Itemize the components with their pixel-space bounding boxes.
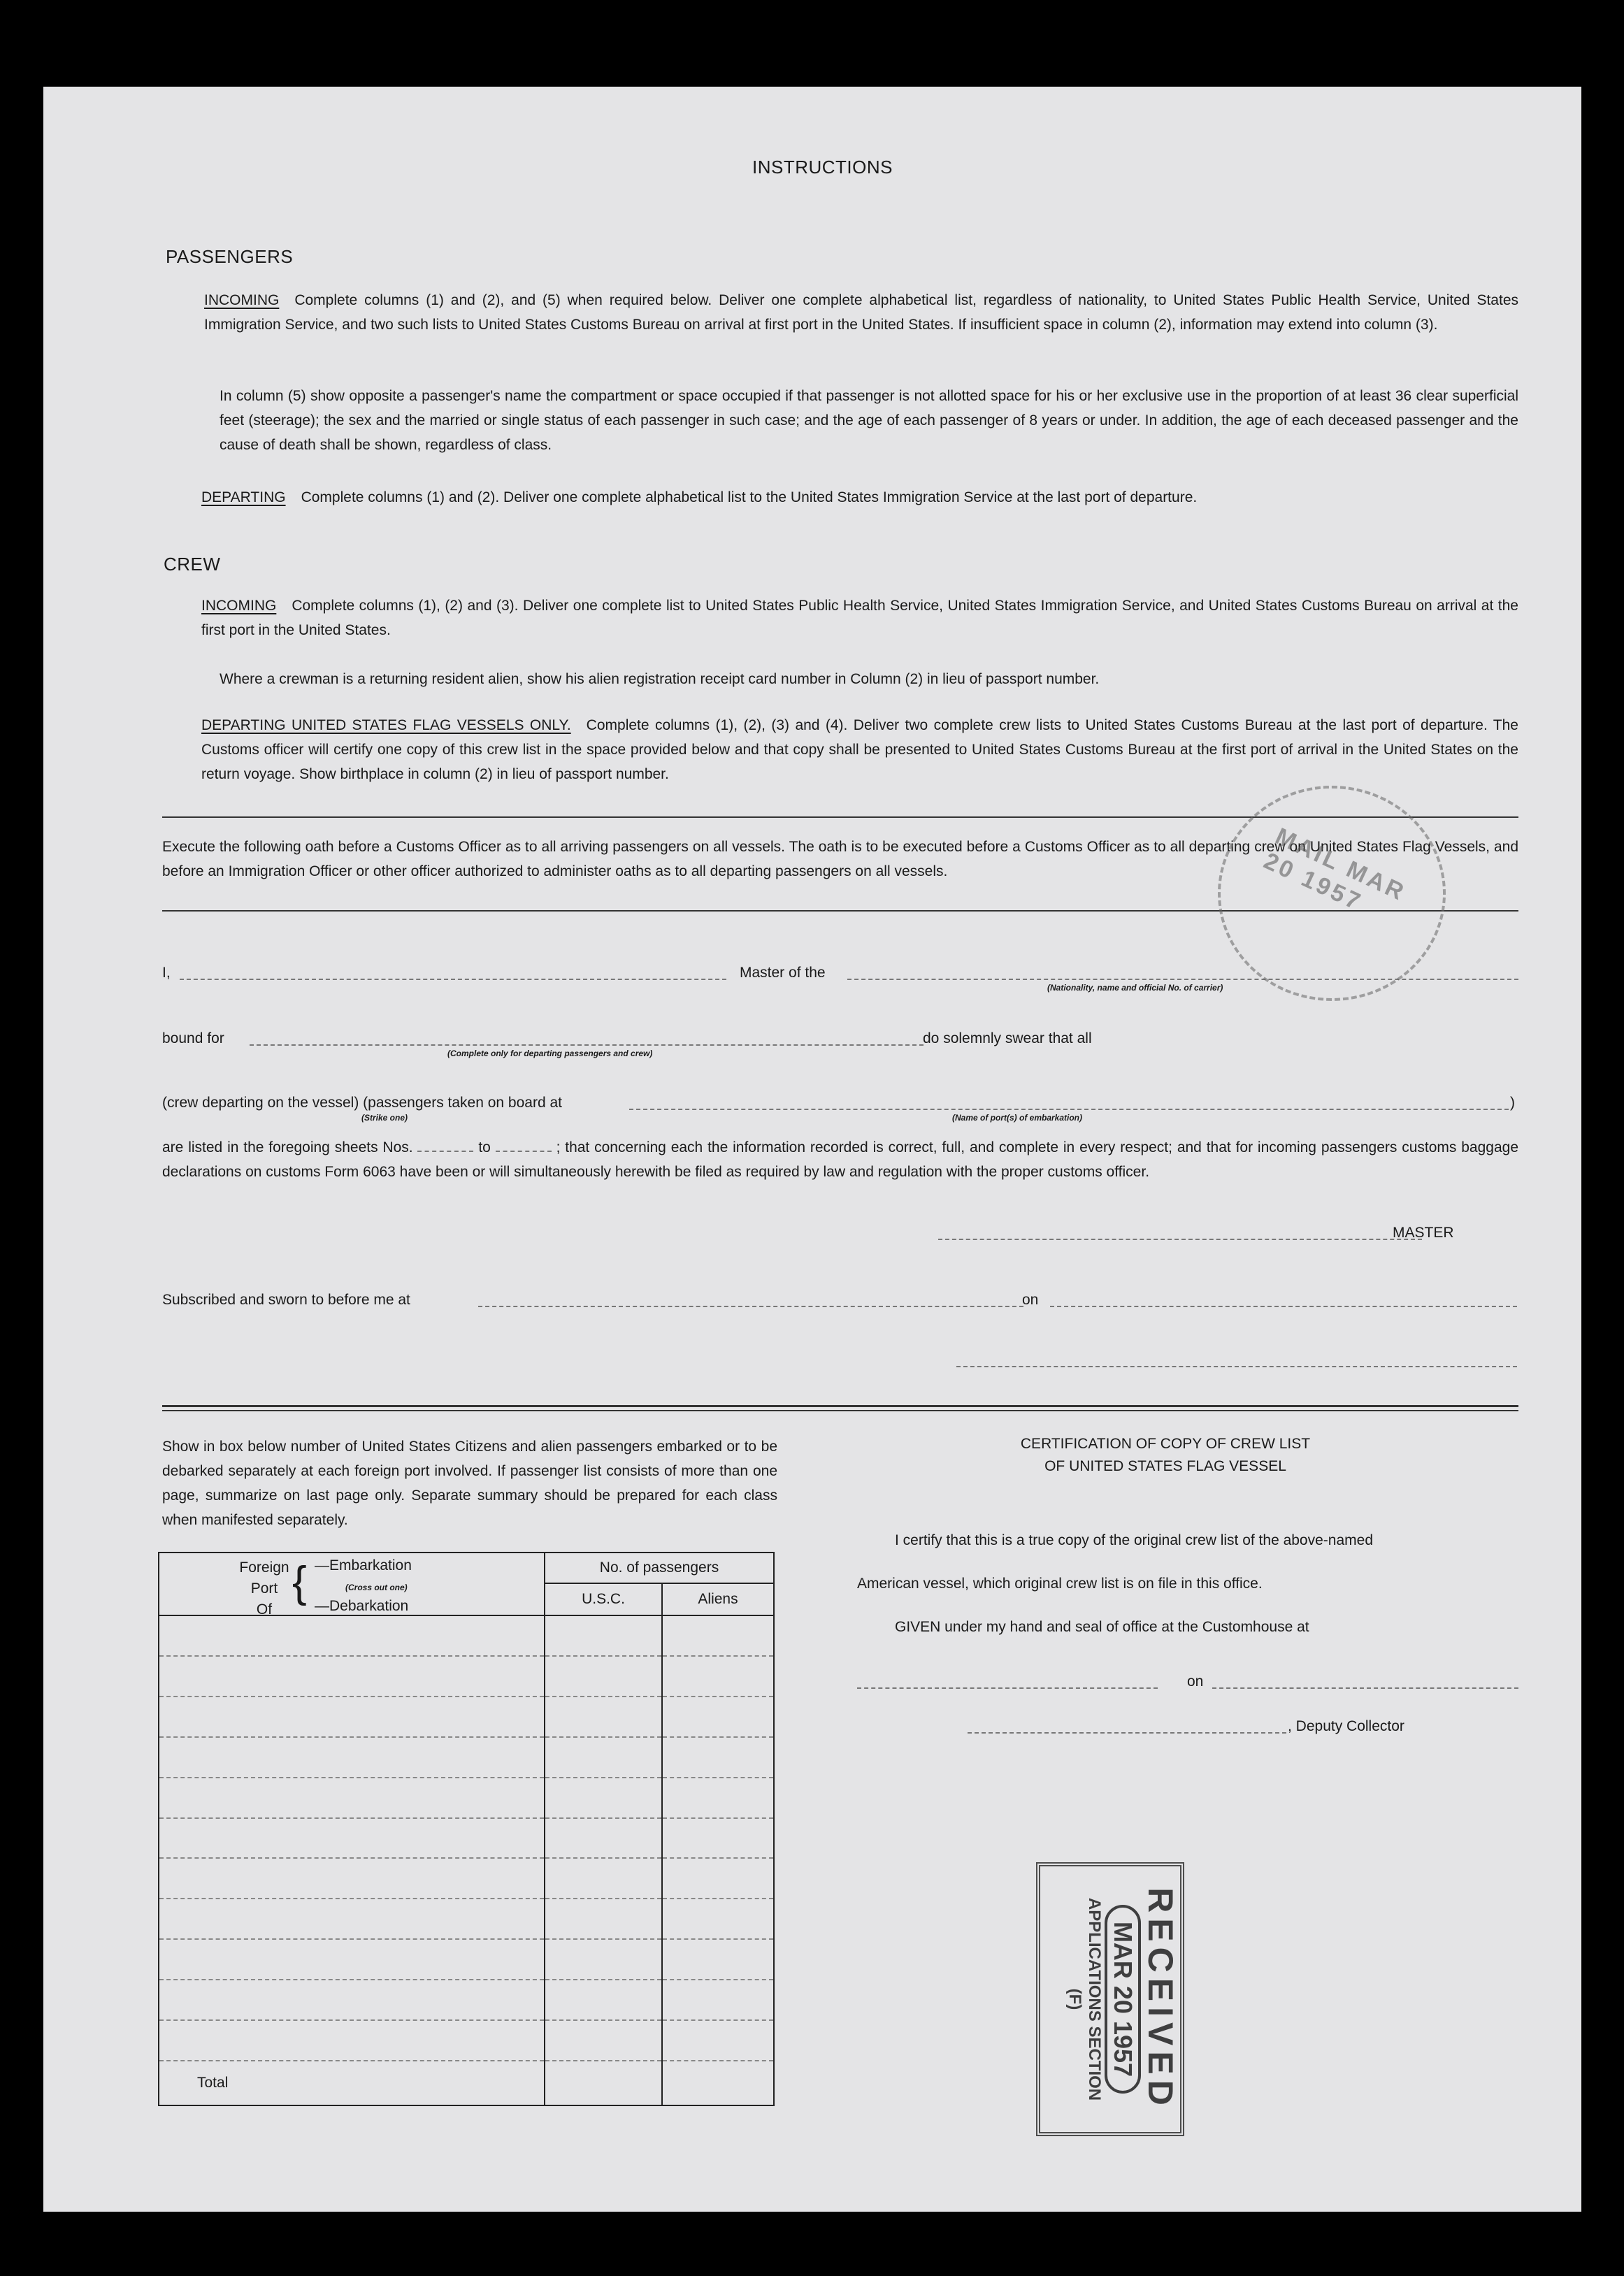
sworn-on-label: on	[1022, 1292, 1039, 1308]
complete-note: (Complete only for departing passengers and crew)	[447, 1049, 653, 1058]
crew-departing-label-oath: (crew departing on the vessel) (passengers taken on board at	[162, 1095, 562, 1111]
sheet-from-field[interactable]	[417, 1151, 473, 1152]
aliens-cell[interactable]	[662, 1939, 774, 1980]
aliens-cell[interactable]	[662, 1656, 774, 1697]
usc-cell[interactable]	[545, 1858, 662, 1899]
oath-i-label: I,	[162, 965, 171, 981]
port-cell[interactable]	[159, 1818, 545, 1859]
usc-cell[interactable]	[545, 1656, 662, 1697]
crew-departing-label: DEPARTING UNITED STATES FLAG VESSELS ONLY.	[201, 717, 571, 733]
passengers-incoming-label: INCOMING	[204, 292, 280, 308]
summary-instructions: Show in box below number of United States Citizens and alien passengers embarked or to be debarked separately at each foreign port involved. If passenger list consists of more than one page, summarize on last page only. Separate summary should be prepared for each class when manifested separately.	[162, 1439, 777, 1528]
received-stamp-line1: RECEIVED	[1141, 1887, 1180, 2111]
embarkation-label: —Embarkation	[315, 1557, 412, 1573]
strike-one-note: (Strike one)	[361, 1113, 408, 1123]
usc-cell[interactable]	[545, 2020, 662, 2061]
aliens-cell[interactable]	[662, 1818, 774, 1859]
vessel-field[interactable]	[847, 979, 1518, 980]
cross-out-note: (Cross out one)	[345, 1583, 408, 1592]
usc-cell[interactable]	[545, 1737, 662, 1778]
master-label: MASTER	[1393, 1225, 1454, 1241]
oath-instructions: Execute the following oath before a Customs Officer as to all arriving passengers on all vessels. The oath is to be executed before a Customs Officer as to all departing crew on United States Flag Vessels, and before an Immigration Officer or other officer authorized to administer oaths as to all departing passengers on all vessels.	[162, 839, 1518, 879]
usc-cell[interactable]	[545, 1899, 662, 1939]
received-stamp	[1036, 1862, 1184, 2136]
passengers-incoming-para2: In column (5) show opposite a passenger's name the compartment or space occupied if that passenger is not allotted space for his or her exclusive use in the proportion of at least 36 clear superficial feet (steerage); the sex and the married or single status of each passenger in such case; and the age of each passenger of 8 years or under. In addition, the age of each deceased passenger and the cause of death shall be shown, regardless of class.	[220, 388, 1518, 453]
certification-heading-line2: OF UNITED STATES FLAG VESSEL	[1044, 1458, 1286, 1474]
foreign-port-label	[236, 1557, 292, 1620]
port-label: Port	[250, 1580, 278, 1597]
port-cell[interactable]	[159, 2020, 545, 2061]
sworn-place-field[interactable]	[478, 1306, 1023, 1307]
crew-incoming-label: INCOMING	[201, 598, 277, 614]
aliens-cell[interactable]	[662, 1697, 774, 1737]
foreign-port-header	[159, 1553, 545, 1618]
port-cell[interactable]	[159, 1656, 545, 1697]
sworn-date-field[interactable]	[1050, 1306, 1517, 1307]
usc-header: U.S.C.	[545, 1583, 662, 1615]
certification-heading	[812, 1433, 1518, 1478]
close-paren: )	[1510, 1095, 1515, 1111]
embarkation-port-field[interactable]	[629, 1109, 1509, 1110]
debarkation-label: —Debarkation	[315, 1598, 409, 1614]
port-cell[interactable]	[159, 1980, 545, 2020]
port-cell[interactable]	[159, 1615, 545, 1656]
usc-cell[interactable]	[545, 1818, 662, 1859]
solemnly-swear-label: do solemnly swear that all	[923, 1030, 1092, 1046]
certification-heading-line1: CERTIFICATION OF COPY OF CREW LIST	[1020, 1436, 1311, 1452]
aliens-cell[interactable]	[662, 2020, 774, 2061]
page-title: INSTRUCTIONS	[752, 157, 893, 178]
aliens-cell[interactable]	[662, 1899, 774, 1939]
aliens-cell[interactable]	[662, 1858, 774, 1899]
usc-cell[interactable]	[545, 1778, 662, 1818]
master-name-field[interactable]	[180, 979, 726, 980]
listed-paragraph	[162, 1135, 1518, 1184]
listed-pre-text: are listed in the foregoing sheets Nos.	[162, 1139, 413, 1155]
postal-stamp-text: MAIL MAR 20 1957	[1260, 823, 1411, 916]
passenger-summary-table	[158, 1552, 775, 2106]
deputy-collector-label: , Deputy Collector	[1288, 1718, 1404, 1734]
port-cell[interactable]	[159, 1939, 545, 1980]
aliens-cell[interactable]	[662, 1615, 774, 1656]
passengers-departing-text: Complete columns (1) and (2). Deliver one complete alphabetical list to the United States Immigration Service at the last port of departure.	[301, 489, 1198, 505]
certification-date-field[interactable]	[1212, 1687, 1518, 1689]
postal-stamp	[1218, 786, 1446, 1001]
port-cell[interactable]	[159, 1858, 545, 1899]
certification-line3: GIVEN under my hand and seal of office at the Customhouse at	[895, 1619, 1309, 1635]
of-label: Of	[256, 1601, 273, 1618]
to-label: to	[478, 1139, 491, 1155]
form-page	[43, 87, 1581, 2212]
bound-for-field[interactable]	[250, 1044, 924, 1046]
brace-icon: {	[292, 1558, 307, 1606]
total-usc-cell[interactable]	[545, 2061, 662, 2105]
listed-post-text: ; that concerning each the information recorded is correct, full, and complete in every respect; and that for incoming passengers customs baggage declarations on customs Form 6063 have been or will simultaneously herewith be filed as required by law and regulation with the proper customs officer.	[162, 1139, 1519, 1180]
usc-cell[interactable]	[545, 1939, 662, 1980]
sheet-to-field[interactable]	[496, 1151, 552, 1152]
master-of-the-label: Master of the	[740, 965, 826, 981]
master-signature-field[interactable]	[938, 1239, 1422, 1240]
aliens-cell[interactable]	[662, 1980, 774, 2020]
crew-incoming-text: Complete columns (1), (2) and (3). Deliver one complete list to United States Public Health Service, United States Immigration Service, and United States Customs Bureau on arrival at the first port in the United States.	[201, 598, 1518, 638]
certification-line2: American vessel, which original crew list is on file in this office.	[857, 1576, 1263, 1592]
divider-rule	[162, 1405, 1518, 1407]
passengers-heading: PASSENGERS	[166, 246, 294, 267]
total-label: Total	[159, 2061, 545, 2105]
received-stamp-date: MAR 20 1957	[1105, 1905, 1141, 2094]
received-stamp-line3: APPLICATIONS SECTION	[1085, 1897, 1104, 2101]
subscribed-label: Subscribed and sworn to before me at	[162, 1292, 410, 1308]
ports-note: (Name of port(s) of embarkation)	[952, 1113, 1083, 1123]
deputy-signature-field[interactable]	[968, 1732, 1286, 1734]
crew-departing-text: Complete columns (1), (2), (3) and (4). Deliver two complete crew lists to United States Customs Bureau at the last port of departure. The Customs officer will certify one copy of this crew list in the space provided below and that copy shall be presented to United States Customs Bureau at the first port of arrival in the United States on the return voyage. Show birthplace in column (2) in lieu of passport number.	[201, 717, 1518, 782]
no-passengers-header: No. of passengers	[545, 1553, 774, 1583]
usc-cell[interactable]	[545, 1697, 662, 1737]
port-cell[interactable]	[159, 1778, 545, 1818]
divider-rule	[162, 1410, 1518, 1411]
certification-line1: I certify that this is a true copy of the original crew list of the above-named	[895, 1532, 1373, 1548]
passengers-incoming-section	[204, 288, 1518, 337]
port-cell[interactable]	[159, 1697, 545, 1737]
usc-cell[interactable]	[545, 1615, 662, 1656]
crew-departing-section	[201, 713, 1518, 786]
passengers-incoming-text: Complete columns (1) and (2), and (5) when required below. Deliver one complete alphabetical list, regardless of nationality, to United States Public Health Service, United States Immigration Service, and two such lists to United States Customs Bureau on arrival at first port in the United States. If insufficient space in column (2), information may extend into column (3).	[204, 292, 1518, 333]
aliens-cell[interactable]	[662, 1737, 774, 1778]
crew-incoming-section	[201, 593, 1518, 642]
total-aliens-cell[interactable]	[662, 2061, 774, 2105]
certification-on-label: on	[1187, 1673, 1204, 1690]
crew-heading: CREW	[164, 554, 221, 575]
nationality-note: (Nationality, name and official No. of carrier)	[1047, 983, 1223, 993]
bound-for-label: bound for	[162, 1030, 224, 1046]
officer-signature-field[interactable]	[956, 1366, 1517, 1367]
received-stamp-line4: (F)	[1065, 1988, 1084, 2010]
aliens-cell[interactable]	[662, 1778, 774, 1818]
customhouse-field[interactable]	[857, 1687, 1158, 1689]
port-cell[interactable]	[159, 1899, 545, 1939]
port-cell[interactable]	[159, 1737, 545, 1778]
passengers-departing-label: DEPARTING	[201, 489, 286, 505]
passengers-departing-section	[201, 485, 1518, 510]
crew-incoming-para2: Where a crewman is a returning resident alien, show his alien registration receipt card number in Column (2) in lieu of passport number.	[220, 671, 1100, 687]
foreign-label: Foreign	[239, 1560, 289, 1576]
usc-cell[interactable]	[545, 1980, 662, 2020]
aliens-header: Aliens	[662, 1583, 774, 1615]
